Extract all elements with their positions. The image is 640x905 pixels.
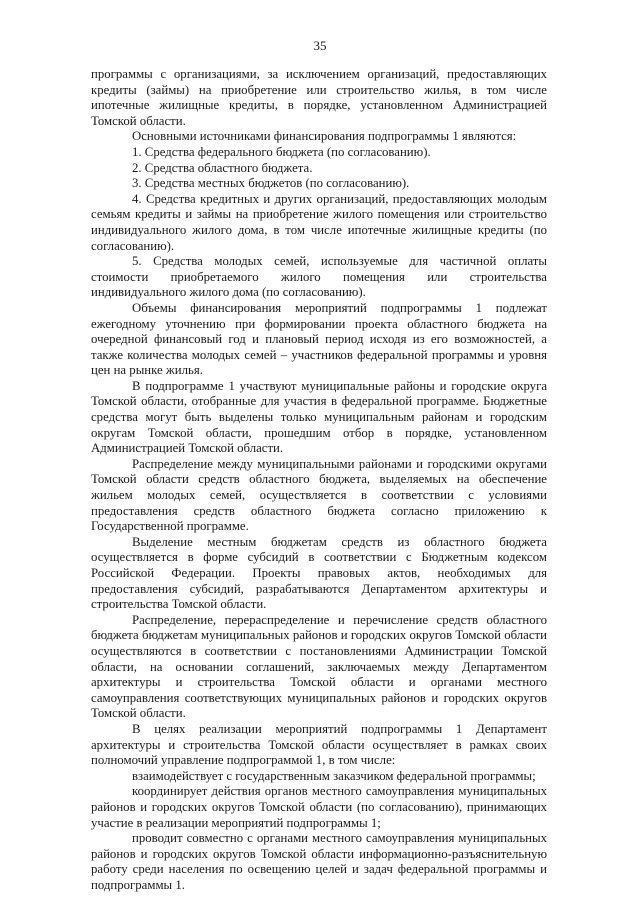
paragraph: Выделение местным бюджетам средств из областного бюджета осуществляется в форме субсидий в соответствии с Бюджетным кодексом Российской Федерации. Проекты правовых актов, необходимых для предоставления субсидий, разрабатываются Департаментом архитектуры и строительства Томской области. (91, 534, 547, 612)
paragraph: Распределение, перераспределение и перечисление средств областного бюджета бюджетам муниципальных районов и городских округов Томской области осуществляются в соответствии с постановлениями Администрации Томской области, на основании соглашений, заключаемых между Департаментом архитектуры и строительства Томской области и органами местного самоуправления соответствующих муниципальных районов и городских округов Томской области. (91, 612, 547, 721)
paragraph: Основными источниками финансирования подпрограммы 1 являются: (132, 129, 517, 144)
paragraph: 3. Средства местных бюджетов (по согласованию). (132, 176, 410, 191)
paragraph: программы с организациями, за исключением организаций, предоставляющих кредиты (займы) на приобретение или строительство жилья, в том числе ипотечные жилищные кредиты, в порядке, установленном Администрацией Томской области. (91, 67, 547, 128)
body-text (91, 67, 547, 893)
page-number: 35 (313, 38, 327, 53)
paragraph: 1. Средства федерального бюджета (по согласованию). (132, 144, 431, 159)
paragraph: координирует действия органов местного самоуправления муниципальных районов и городских округов Томской области (по согласованию), принимающих участие в реализации мероприятий подпрограммы 1; (91, 784, 547, 830)
paragraph: 2. Средства областного бюджета. (132, 160, 313, 175)
paragraph: взаимодействует с государственным заказчиком федеральной программы; (132, 768, 536, 783)
paragraph: Распределение между муниципальными районами и городскими округами Томской области средств областного бюджета, выделяемых на обеспечение жильем молодых семей, осуществляется в соответствии с условиями предоставления средств областного бюджета согласно приложению к Государственной программе. (91, 456, 547, 534)
paragraph: В целях реализации мероприятий подпрограммы 1 Департамент архитектуры и строительства Томской области осуществляет в рамках своих полномочий управление подпрограммой 1, в том числе: (91, 721, 547, 768)
paragraph: проводит совместно с органами местного самоуправления муниципальных районов и городских округов Томской области информационно-разъяснительную работу среди населения по освещению целей и задач федеральной программы и подпрограммы 1. (91, 831, 547, 892)
paragraph: 4. Средства кредитных и других организаций, предоставляющих молодым семьям кредиты и займы на приобретение жилого помещения или строительство индивидуального жилого дома, в том числе ипотечные жилищные кредиты (по согласованию). (91, 191, 547, 253)
paragraph: 5. Средства молодых семей, используемые для частичной оплаты стоимости приобретаемого жилого помещения или строительства индивидуального жилого дома (по согласованию). (91, 254, 547, 300)
paragraph: Объемы финансирования мероприятий подпрограммы 1 подлежат ежегодному уточнению при формировании проекта областного бюджета на очередной финансовый год и плановый период исходя из его возможностей, а также количества молодых семей – участников федеральной программы и уровня цен на рынке жилья. (91, 300, 547, 378)
paragraph: В подпрограмме 1 участвуют муниципальные районы и городские округа Томской области, отобранные для участия в федеральной программе. Бюджетные средства могут быть выделены только муниципальным районам и городским округам Томской области, прошедшим отбор в порядке, установленном Администрацией Томской области. (91, 378, 547, 456)
